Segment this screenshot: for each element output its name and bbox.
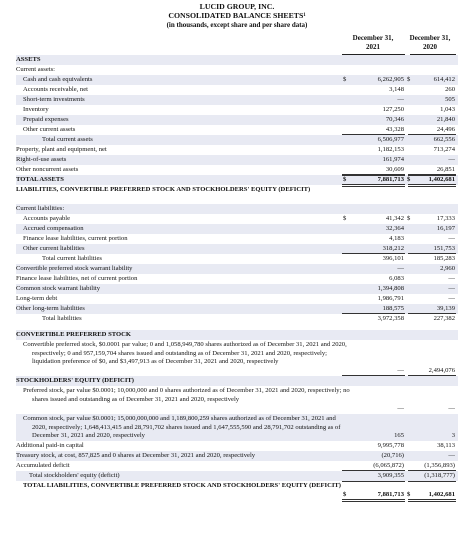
value-2020: — bbox=[448, 284, 455, 292]
value-2020: 1,402,681 bbox=[428, 176, 455, 183]
table-row bbox=[16, 165, 458, 175]
row-label: Total stockholders' equity (deficit) bbox=[29, 472, 120, 480]
row-label: Total liabilities bbox=[42, 314, 82, 322]
value-2020: 505 bbox=[445, 96, 455, 103]
row-label: Right-of-use assets bbox=[16, 156, 67, 163]
value-2021: 396,101 bbox=[382, 254, 404, 262]
table-row bbox=[16, 95, 458, 105]
row-label: Convertible preferred stock, $0.0001 par value; 0 and 1,058,949,780 shares authorized as of December 31, 2021 and 2020, respectively; 0 and 957,159,704 shares issued and outstanding as of December 31, 2021 and 2020, respectively; liquidation preference of $0, and $3,497,913 as of December 31, 2021 and 2020, respectively bbox=[23, 340, 347, 366]
table-row bbox=[16, 65, 458, 75]
value-2021: 188,575 bbox=[382, 304, 404, 312]
value-2021: 30,609 bbox=[385, 166, 404, 173]
row-label: Accrued compensation bbox=[23, 224, 84, 232]
value-2021: (6,065,872) bbox=[373, 462, 404, 470]
table-row bbox=[16, 254, 458, 264]
table-row bbox=[16, 125, 458, 135]
row-label: Preferred stock, par value $0.0001; 10,000,000 and 0 shares authorized as of December 31, 2021 and 2020, respectively; no shares issued and outstanding as of December 31, 2021 and 2020, respectively bbox=[23, 387, 350, 403]
table-row bbox=[16, 274, 458, 284]
value-2020: (1,356,893) bbox=[424, 462, 455, 470]
value-2021: 3,148 bbox=[389, 86, 404, 93]
table-row bbox=[16, 175, 458, 185]
column-header-2020-line1: December 31, bbox=[409, 34, 451, 42]
row-label: Long-term debt bbox=[16, 294, 58, 302]
table-row bbox=[16, 284, 458, 294]
table-row bbox=[16, 314, 458, 324]
row-label: Finance lease liabilities, net of current portion bbox=[16, 274, 138, 282]
row-label: Other current liabilities bbox=[23, 244, 85, 252]
table-row bbox=[16, 224, 458, 234]
column-header-2021 bbox=[339, 34, 407, 52]
table-row bbox=[16, 481, 458, 500]
value-2020: (1,318,777) bbox=[424, 472, 455, 480]
table-row bbox=[16, 304, 458, 314]
row-label: Accounts receivable, net bbox=[23, 86, 88, 93]
total-top-rule bbox=[342, 481, 405, 482]
currency-symbol-2020: $ bbox=[407, 214, 411, 222]
table-row bbox=[16, 414, 458, 442]
row-label: Total current assets bbox=[42, 136, 93, 143]
row-label: Current assets: bbox=[16, 66, 56, 73]
total-top-rule bbox=[408, 175, 456, 176]
column-header-2021-line1: December 31, bbox=[352, 34, 394, 42]
table-row bbox=[16, 214, 458, 224]
value-2021: 6,083 bbox=[389, 274, 404, 282]
value-2021: 43,328 bbox=[385, 126, 404, 133]
value-2020: 2,960 bbox=[440, 264, 455, 272]
value-2021: 165 bbox=[394, 432, 404, 440]
table-row bbox=[16, 441, 458, 451]
value-2021: 1,394,808 bbox=[377, 284, 404, 292]
total-top-rule bbox=[408, 481, 456, 482]
value-2020: 1,402,681 bbox=[428, 491, 455, 499]
currency-symbol-2021: $ bbox=[343, 214, 347, 222]
value-2021: 161,974 bbox=[382, 156, 404, 163]
value-2020: 38,113 bbox=[437, 442, 455, 450]
company-name: LUCID GROUP, INC. bbox=[199, 2, 275, 11]
row-label: Prepaid expenses bbox=[23, 116, 69, 123]
value-2021: 7,881,713 bbox=[377, 491, 404, 499]
value-2020: 16,197 bbox=[436, 224, 455, 232]
row-label: TOTAL LIABILITIES, CONVERTIBLE PREFERRED STOCK AND STOCKHOLDERS' EQUITY (DEFICIT) bbox=[23, 482, 341, 490]
row-label: Finance lease liabilities, current portion bbox=[23, 234, 128, 242]
currency-symbol-2020: $ bbox=[407, 176, 411, 183]
table-row bbox=[16, 386, 458, 414]
total-double-rule bbox=[342, 499, 405, 503]
statement-title: CONSOLIDATED BALANCE SHEETS¹ bbox=[168, 11, 306, 20]
value-2021: — bbox=[397, 404, 404, 412]
value-2021: 7,881,713 bbox=[377, 176, 404, 183]
column-header-2021-line2: 2021 bbox=[366, 43, 380, 51]
row-label: Inventory bbox=[23, 106, 49, 113]
table-row bbox=[16, 204, 458, 214]
row-label: Other long-term liabilities bbox=[16, 304, 85, 312]
value-2021: 127,250 bbox=[382, 106, 404, 113]
row-label: Additional paid-in capital bbox=[16, 442, 84, 450]
row-label: Treasury stock, at cost, 857,825 and 0 shares at December 31, 2021 and 2020, respectively bbox=[16, 452, 256, 460]
currency-symbol-2021: $ bbox=[343, 176, 347, 183]
currency-symbol-2021: $ bbox=[343, 491, 347, 499]
row-label: Accumulated deficit bbox=[16, 462, 70, 470]
value-2020: — bbox=[448, 452, 455, 460]
currency-symbol-2020: $ bbox=[407, 491, 411, 499]
value-2020: 662,556 bbox=[433, 136, 455, 143]
row-label: STOCKHOLDERS' EQUITY (DEFICIT) bbox=[16, 377, 134, 385]
column-header-2020-line2: 2020 bbox=[423, 43, 437, 51]
value-2020: 185,283 bbox=[433, 254, 455, 262]
value-2021: 32,364 bbox=[385, 224, 404, 232]
value-2021: 6,506,977 bbox=[377, 136, 404, 143]
table-row bbox=[16, 264, 458, 274]
value-2021: — bbox=[397, 96, 404, 103]
row-label: Convertible preferred stock warrant liability bbox=[16, 264, 133, 272]
value-2020: 151,753 bbox=[433, 244, 455, 252]
table-row bbox=[16, 75, 458, 85]
value-2020: 21,840 bbox=[436, 116, 455, 123]
row-label: CONVERTIBLE PREFERRED STOCK bbox=[16, 330, 132, 338]
value-2021: — bbox=[397, 264, 404, 272]
value-2021: 3,909,355 bbox=[377, 472, 404, 480]
value-2020: — bbox=[448, 274, 455, 282]
value-2020: 26,851 bbox=[436, 166, 455, 173]
value-2021: — bbox=[397, 367, 404, 375]
column-header-2020 bbox=[404, 34, 456, 52]
value-2020: 3 bbox=[451, 432, 455, 440]
row-label: Total current liabilities bbox=[42, 254, 102, 262]
value-2020: — bbox=[448, 234, 455, 242]
table-row bbox=[16, 185, 458, 204]
table-row bbox=[16, 451, 458, 461]
value-2020: 17,333 bbox=[436, 214, 455, 222]
table-row bbox=[16, 340, 458, 376]
row-label: ASSETS bbox=[16, 56, 41, 63]
value-2021: 318,212 bbox=[382, 244, 404, 252]
value-2021: (20,716) bbox=[381, 452, 404, 460]
row-label: TOTAL ASSETS bbox=[16, 176, 64, 183]
table-row bbox=[16, 135, 458, 145]
table-row bbox=[16, 55, 458, 65]
row-label: Common stock, par value $0.0001; 15,000,000,000 and 1,189,800,259 shares authorized as of December 31, 2021 and 2020, respectively; 1,648,413,415 and 28,791,702 shares issued and 1,647,555,590 and 28,791,702 outstanding as of December 31, 2021 and 2020, respectively bbox=[23, 414, 341, 440]
table-row bbox=[16, 145, 458, 155]
value-2020: 39,139 bbox=[436, 304, 455, 312]
currency-symbol-2020: $ bbox=[407, 76, 411, 83]
value-2020: 1,043 bbox=[440, 106, 455, 113]
value-2020: — bbox=[448, 294, 455, 302]
row-label: Current liabilities: bbox=[16, 204, 65, 212]
value-2020: — bbox=[448, 404, 455, 412]
table-row bbox=[16, 244, 458, 254]
table-row bbox=[16, 471, 458, 481]
table-row bbox=[16, 234, 458, 244]
row-label: Other current assets bbox=[23, 126, 76, 133]
value-2021: 70,346 bbox=[385, 116, 404, 123]
value-2020: — bbox=[448, 156, 455, 163]
table-row bbox=[16, 85, 458, 95]
balance-sheet-table bbox=[16, 55, 458, 500]
table-row bbox=[16, 115, 458, 125]
table-row bbox=[16, 330, 458, 340]
currency-symbol-2021: $ bbox=[343, 76, 347, 83]
value-2021: 41,342 bbox=[385, 214, 404, 222]
value-2020: 260 bbox=[445, 86, 455, 93]
value-2021: 4,183 bbox=[389, 234, 404, 242]
table-row bbox=[16, 155, 458, 165]
value-2021: 6,262,905 bbox=[377, 76, 404, 83]
total-double-rule bbox=[408, 499, 456, 503]
table-row bbox=[16, 294, 458, 304]
row-label: Cash and cash equivalents bbox=[23, 76, 93, 83]
value-2021: 9,995,778 bbox=[377, 442, 404, 450]
statement-units: (in thousands, except share and per share data) bbox=[166, 21, 308, 29]
value-2020: 713,274 bbox=[433, 146, 455, 153]
row-label: Common stock warrant liability bbox=[16, 284, 101, 292]
value-2021: 1,182,153 bbox=[377, 146, 404, 153]
value-2020: 227,382 bbox=[433, 314, 455, 322]
value-2020: 24,496 bbox=[436, 126, 455, 133]
table-row bbox=[16, 461, 458, 471]
table-row bbox=[16, 376, 458, 386]
value-2021: 1,986,791 bbox=[377, 294, 404, 302]
table-row bbox=[16, 105, 458, 115]
row-label: Property, plant and equipment, net bbox=[16, 146, 107, 153]
row-label: Other noncurrent assets bbox=[16, 166, 79, 173]
row-label: Accounts payable bbox=[23, 214, 71, 222]
value-2020: 2,494,076 bbox=[428, 367, 455, 375]
value-2021: 3,972,358 bbox=[377, 314, 404, 322]
row-label: LIABILITIES, CONVERTIBLE PREFERRED STOCK AND STOCKHOLDERS' EQUITY (DEFICIT) bbox=[16, 186, 311, 193]
value-2020: 614,412 bbox=[433, 76, 455, 83]
total-top-rule bbox=[342, 175, 405, 176]
row-label: Short-term investments bbox=[23, 96, 85, 103]
